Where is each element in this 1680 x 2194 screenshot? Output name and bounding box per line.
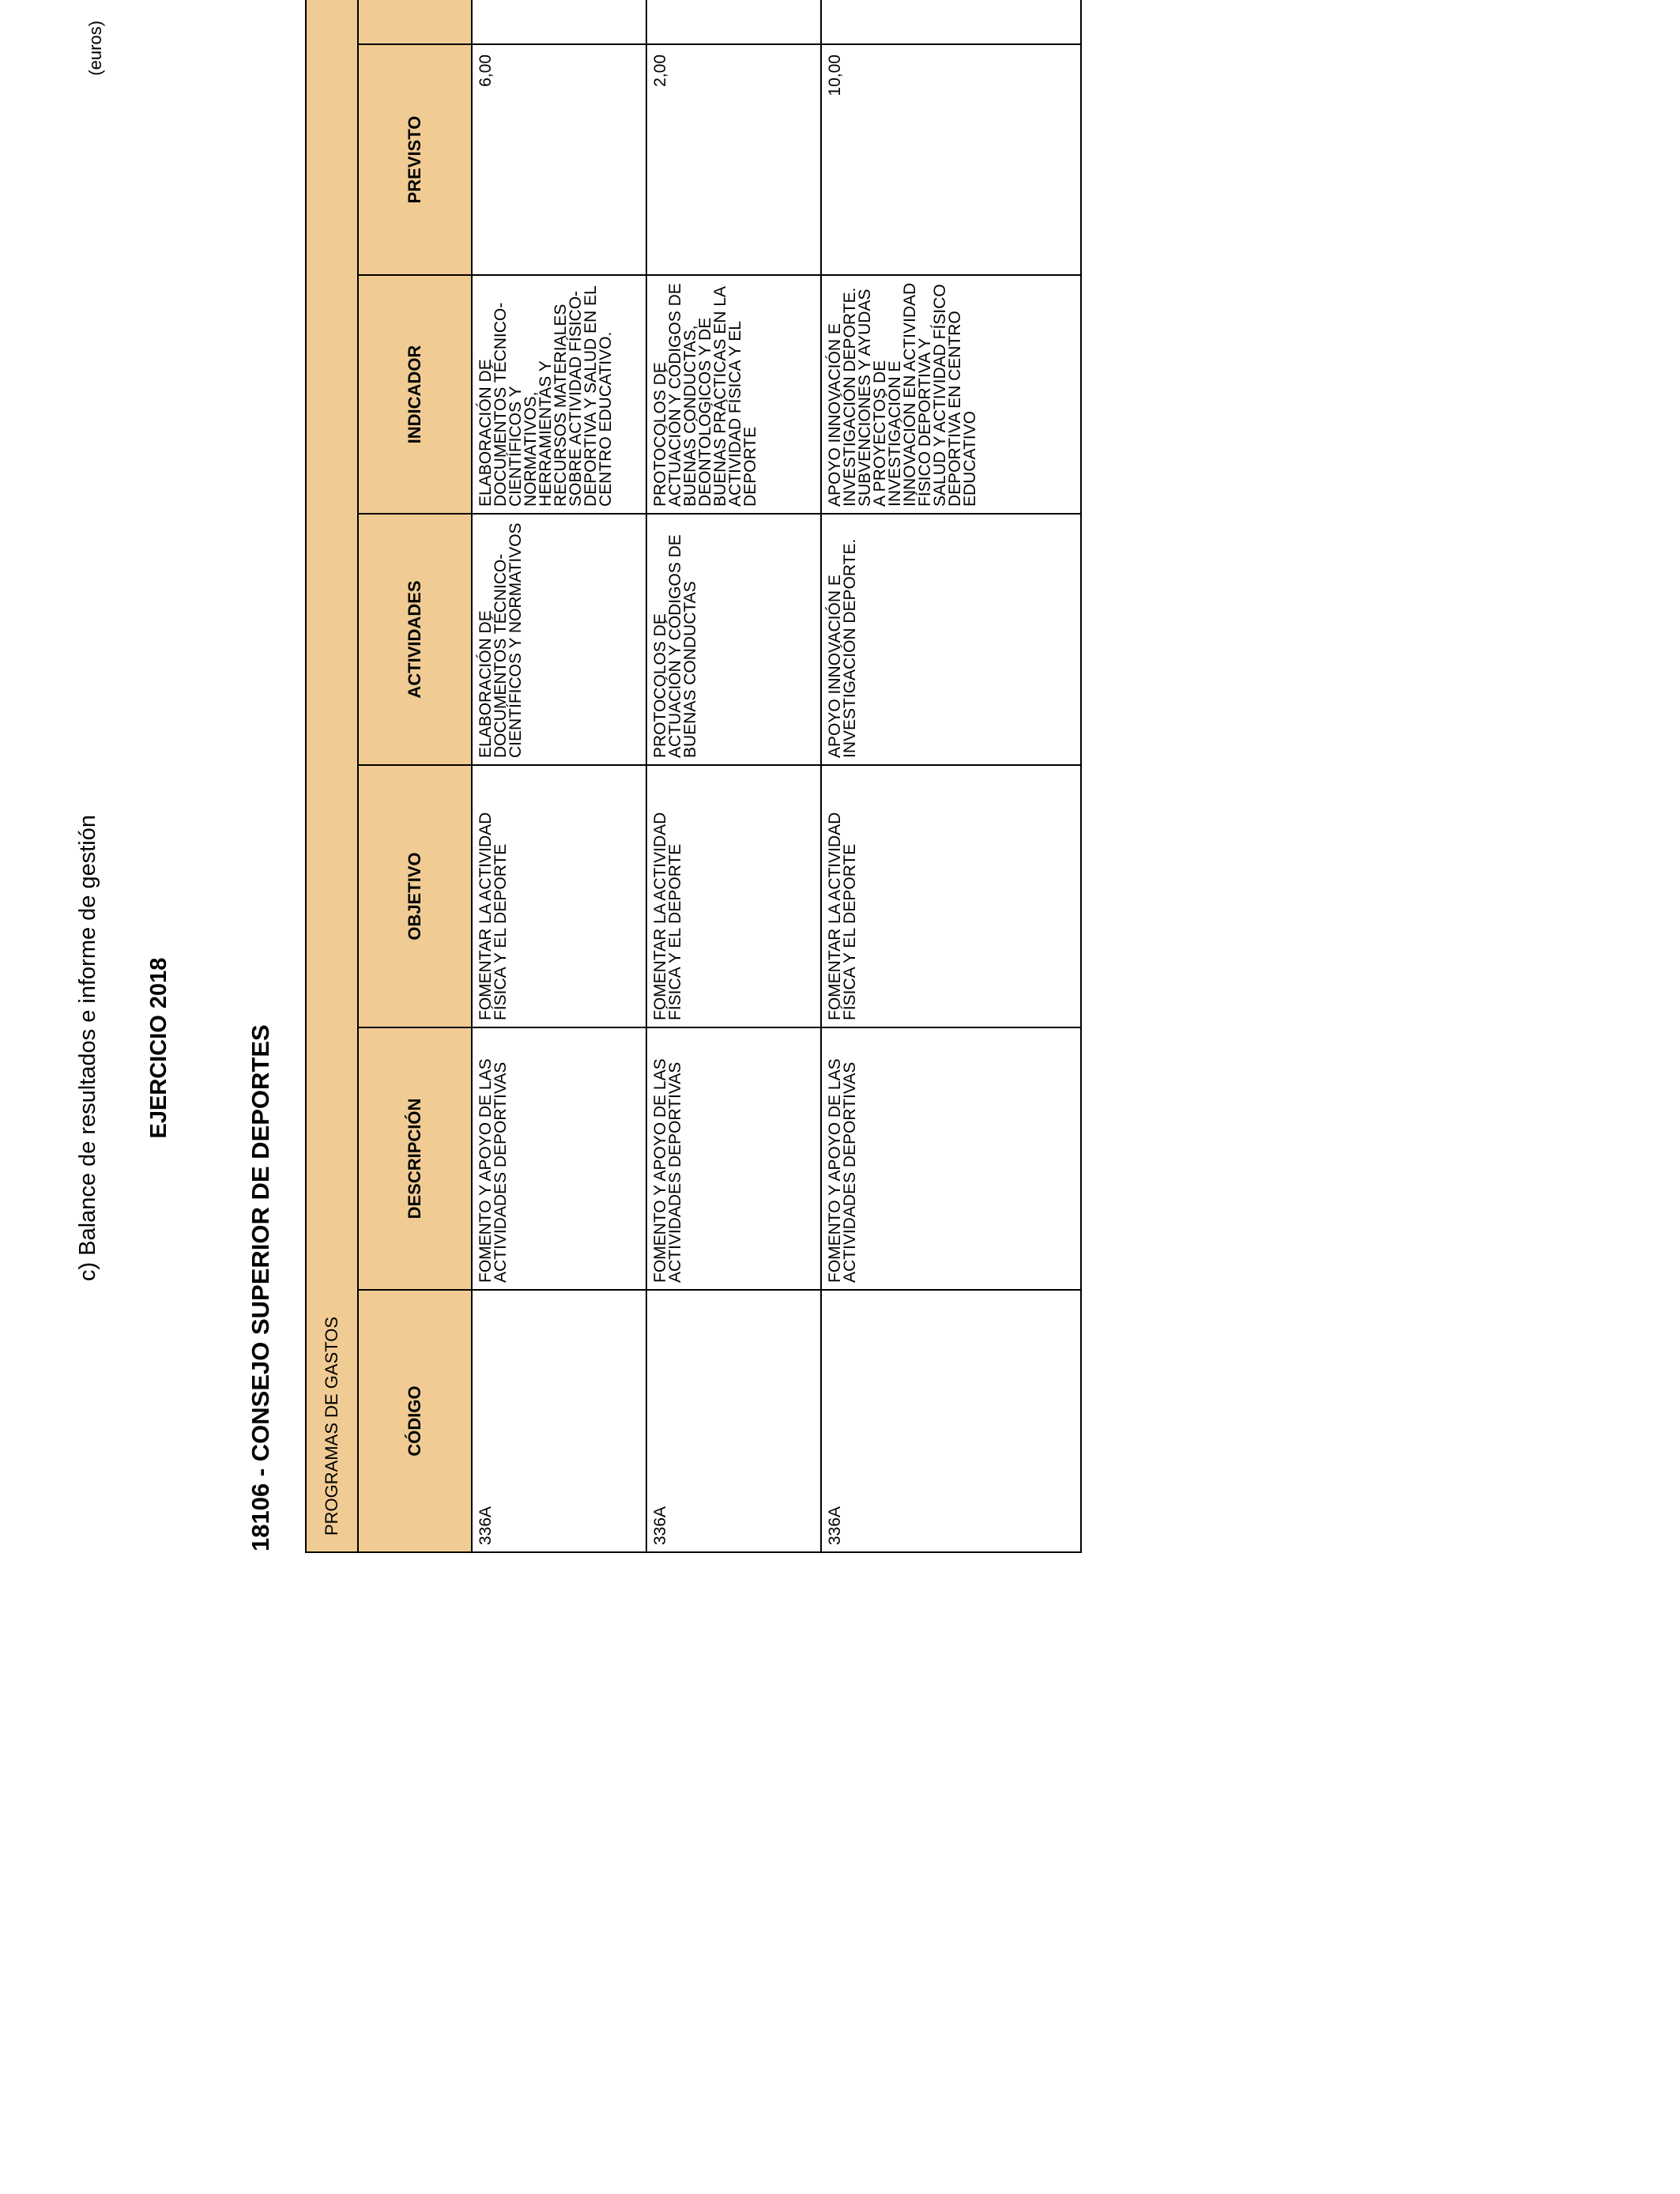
col-objetivo: OBJETIVO xyxy=(358,765,472,1027)
cell-previsto: 6,00 xyxy=(472,44,646,275)
col-codigo: CÓDIGO xyxy=(358,1290,472,1552)
column-header-row xyxy=(358,0,472,1552)
cell-indicador: PROTOCOLOS DE ACTUACIÓN Y CÓDIGOS DE BUENAS CONDUCTAS, DEONTOLÓGICOS Y DE BUENAS PRÁCTICAS EN LA ACTIVIDAD FÍSICA Y EL DEPORTE xyxy=(646,275,821,514)
cell-codigo: 336A xyxy=(472,1290,646,1552)
group-programas: PROGRAMAS DE GASTOS xyxy=(306,1290,358,1552)
group-spacer xyxy=(306,765,358,1027)
cell-descripcion: FOMENTO Y APOYO DE LAS ACTIVIDADES DEPORTIVAS xyxy=(472,1027,646,1290)
section-title: c) Balance de resultados e informe de gestión xyxy=(75,815,100,1282)
cell-objetivo: FOMENTAR LA ACTIVIDAD FÍSICA Y EL DEPORTE xyxy=(472,765,646,1027)
col-descripcion: DESCRIPCIÓN xyxy=(358,1027,472,1290)
group-spacer xyxy=(306,0,358,44)
group-header-row xyxy=(306,0,358,1552)
organism-title: 18106 - CONSEJO SUPERIOR DE DEPORTES xyxy=(247,1024,274,1551)
cell-descripcion: FOMENTO Y APOYO DE LAS ACTIVIDADES DEPORTIVAS xyxy=(646,1027,821,1290)
group-spacer xyxy=(306,514,358,765)
results-table xyxy=(305,0,1082,1553)
units-label: (euros) xyxy=(85,21,105,76)
col-previsto: PREVISTO xyxy=(358,44,472,275)
group-spacer xyxy=(306,275,358,514)
cell-codigo: 336A xyxy=(821,1290,1081,1552)
cell-descripcion: FOMENTO Y APOYO DE LAS ACTIVIDADES DEPORTIVAS xyxy=(821,1027,1081,1290)
cell-realizado xyxy=(472,0,646,44)
table-row xyxy=(472,0,646,1552)
cell-actividades: APOYO INNOVACIÓN E INVESTIGACIÓN DEPORTE. xyxy=(821,514,1081,765)
cell-realizado xyxy=(646,0,821,44)
cell-actividades: PROTOCOLOS DE ACTUACIÓN Y CÓDIGOS DE BUENAS CONDUCTAS xyxy=(646,514,821,765)
col-actividades: ACTIVIDADES xyxy=(358,514,472,765)
group-spacer xyxy=(306,44,358,275)
col-realizado xyxy=(358,0,472,44)
cell-indicador: APOYO INNOVACIÓN E INVESTIGACIÓN DEPORTE. SUBVENCIONES Y AYUDAS A PROYECTOS DE INVESTIGACIÓN E INNOVACIÓN EN ACTIVIDAD FÍSICO DEPORTIVA Y SALUD Y ACTIVIDAD FÍSICO DEPORTIVA EN CENTRO EDUCATIVO xyxy=(821,275,1081,514)
cell-indicador: ELABORACIÓN DE DOCUMENTOS TÉCNICO-CIENTÍFICOS Y NORMATIVOS, HERRAMIENTAS Y RECURSOS MATERIALES SOBRE ACTIVIDAD FÍSICO-DEPORTIVA Y SALUD EN EL CENTRO EDUCATIVO. xyxy=(472,275,646,514)
cell-actividades: ELABORACIÓN DE DOCUMENTOS TÉCNICO-CIENTÍFICOS Y NORMATIVOS xyxy=(472,514,646,765)
cell-realizado xyxy=(821,0,1081,44)
cell-previsto: 2,00 xyxy=(646,44,821,275)
cell-codigo: 336A xyxy=(646,1290,821,1552)
cell-objetivo: FOMENTAR LA ACTIVIDAD FÍSICA Y EL DEPORTE xyxy=(821,765,1081,1027)
table-row xyxy=(821,0,1081,1552)
cell-previsto: 10,00 xyxy=(821,44,1081,275)
group-spacer xyxy=(306,1027,358,1290)
year-title: EJERCICIO 2018 xyxy=(146,957,171,1139)
col-indicador: INDICADOR xyxy=(358,275,472,514)
table-row xyxy=(646,0,821,1552)
cell-objetivo: FOMENTAR LA ACTIVIDAD FÍSICA Y EL DEPORTE xyxy=(646,765,821,1027)
